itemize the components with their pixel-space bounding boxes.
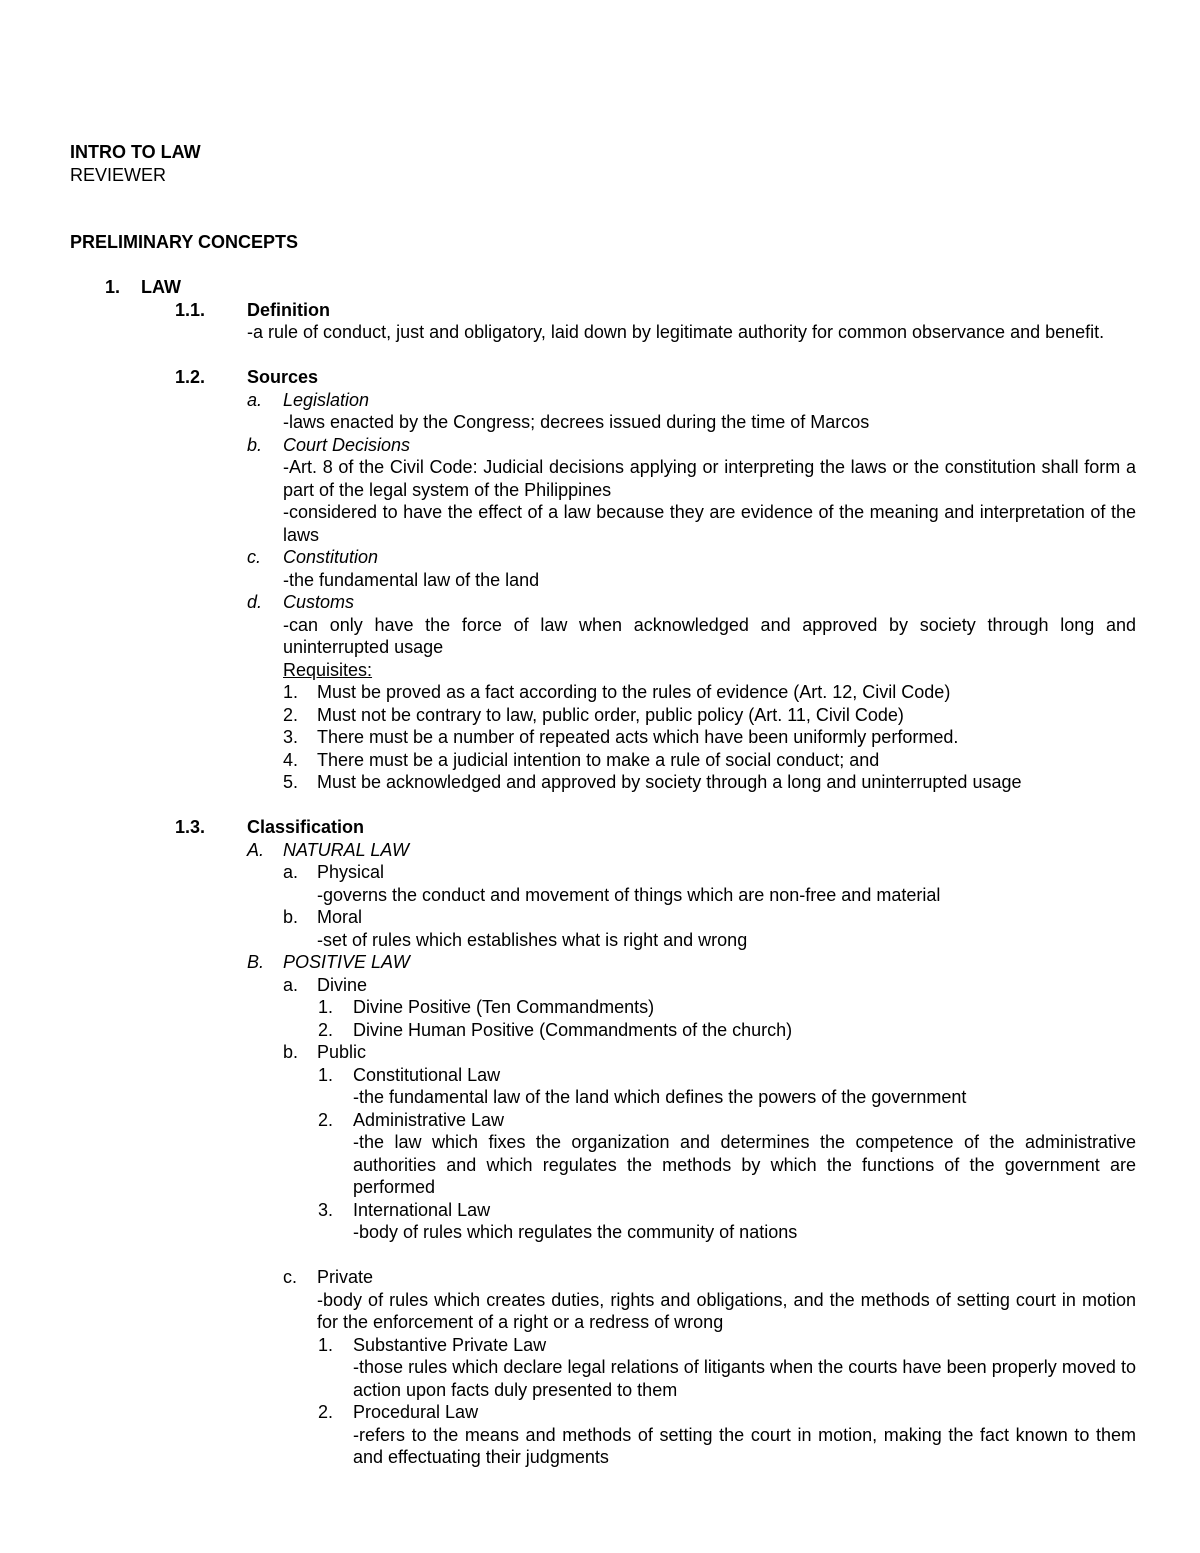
sources-heading: 1.2. Sources	[175, 367, 319, 387]
natural-law-moral: b. Moral	[283, 907, 363, 927]
natural-law: A. NATURAL LAW	[247, 839, 410, 860]
positive-law-public: b. Public	[283, 1042, 367, 1062]
document-subtitle: REVIEWER	[70, 164, 167, 185]
source-customs: d. Customs	[247, 592, 355, 612]
source-court-decisions: b. Court Decisions	[247, 434, 411, 455]
document-title: INTRO TO LAW	[70, 142, 201, 162]
source-legislation-text: -laws enacted by the Congress; decrees issued during the time of Marcos	[283, 412, 870, 432]
natural-law-physical: a. Physical	[283, 862, 385, 882]
list-item: 1. Divine Positive (Ten Commandments)	[318, 997, 655, 1017]
list-item: 1. Constitutional Law	[318, 1064, 501, 1085]
requisites-label: Requisites:	[283, 659, 373, 680]
list-item: 2. Procedural Law	[318, 1402, 479, 1422]
source-legislation: a. Legislation	[247, 389, 370, 410]
list-item: 2. Divine Human Positive (Commandments of the church)	[318, 1019, 793, 1040]
positive-law-private-text: -body of rules which creates duties, rights and obligations, and the methods of setting court in motion for the enforcement of a right or a redress of wrong	[317, 1289, 1136, 1332]
source-court-decisions-text2: -considered to have the effect of a law because they are evidence of the meaning and interpretation of the laws	[283, 502, 1136, 545]
list-item: 2. Administrative Law	[318, 1109, 505, 1130]
document-page	[70, 141, 1136, 1469]
list-item: 4. There must be a judicial intention to make a rule of social conduct; and	[283, 749, 880, 770]
list-item: 5. Must be acknowledged and approved by society through a long and uninterrupted usage	[283, 772, 1022, 792]
list-item: 3. There must be a number of repeated acts which have been uniformly performed.	[283, 727, 959, 747]
source-customs-text: -can only have the force of law when acknowledged and approved by society through long and uninterrupted usage	[283, 614, 1136, 657]
list-item-text: -the fundamental law of the land which defines the powers of the government	[353, 1087, 967, 1107]
source-court-decisions-text1: -Art. 8 of the Civil Code: Judicial decisions applying or interpreting the laws or the constitution shall form a part of the legal system of the Philippines	[283, 457, 1136, 500]
list-item: 3. International Law	[318, 1199, 491, 1220]
law-heading: 1. LAW	[105, 277, 181, 297]
list-item-text: -refers to the means and methods of setting the court in motion, making the fact known to them and effectuating their judgments	[353, 1424, 1136, 1467]
positive-law: B. POSITIVE LAW	[247, 952, 410, 972]
definition-text: -a rule of conduct, just and obligatory, laid down by legitimate authority for common observance and benefit.	[247, 322, 1105, 342]
positive-law-divine: a. Divine	[283, 974, 368, 995]
source-constitution: c. Constitution	[247, 547, 379, 567]
positive-law-private: c. Private	[283, 1267, 374, 1287]
list-item-text: -those rules which declare legal relations of litigants when the courts have been properly moved to action upon facts duly presented to them	[353, 1357, 1136, 1400]
list-item-text: -body of rules which regulates the community of nations	[353, 1222, 798, 1242]
natural-law-moral-text: -set of rules which establishes what is right and wrong	[317, 929, 748, 950]
list-item: 1. Must be proved as a fact according to the rules of evidence (Art. 12, Civil Code)	[283, 682, 951, 702]
classification-heading: 1.3. Classification	[175, 817, 365, 837]
natural-law-physical-text: -governs the conduct and movement of things which are non-free and material	[317, 884, 941, 905]
list-item: 2. Must not be contrary to law, public order, public policy (Art. 11, Civil Code)	[283, 704, 904, 725]
source-constitution-text: -the fundamental law of the land	[283, 569, 540, 590]
definition-heading: 1.1. Definition	[175, 299, 330, 320]
list-item: 1. Substantive Private Law	[318, 1334, 547, 1355]
section-heading: PRELIMINARY CONCEPTS	[70, 232, 299, 252]
list-item-text: -the law which fixes the organization and determines the competence of the administrative authorities and which regulates the methods by which the functions of the government are performed	[353, 1132, 1136, 1197]
